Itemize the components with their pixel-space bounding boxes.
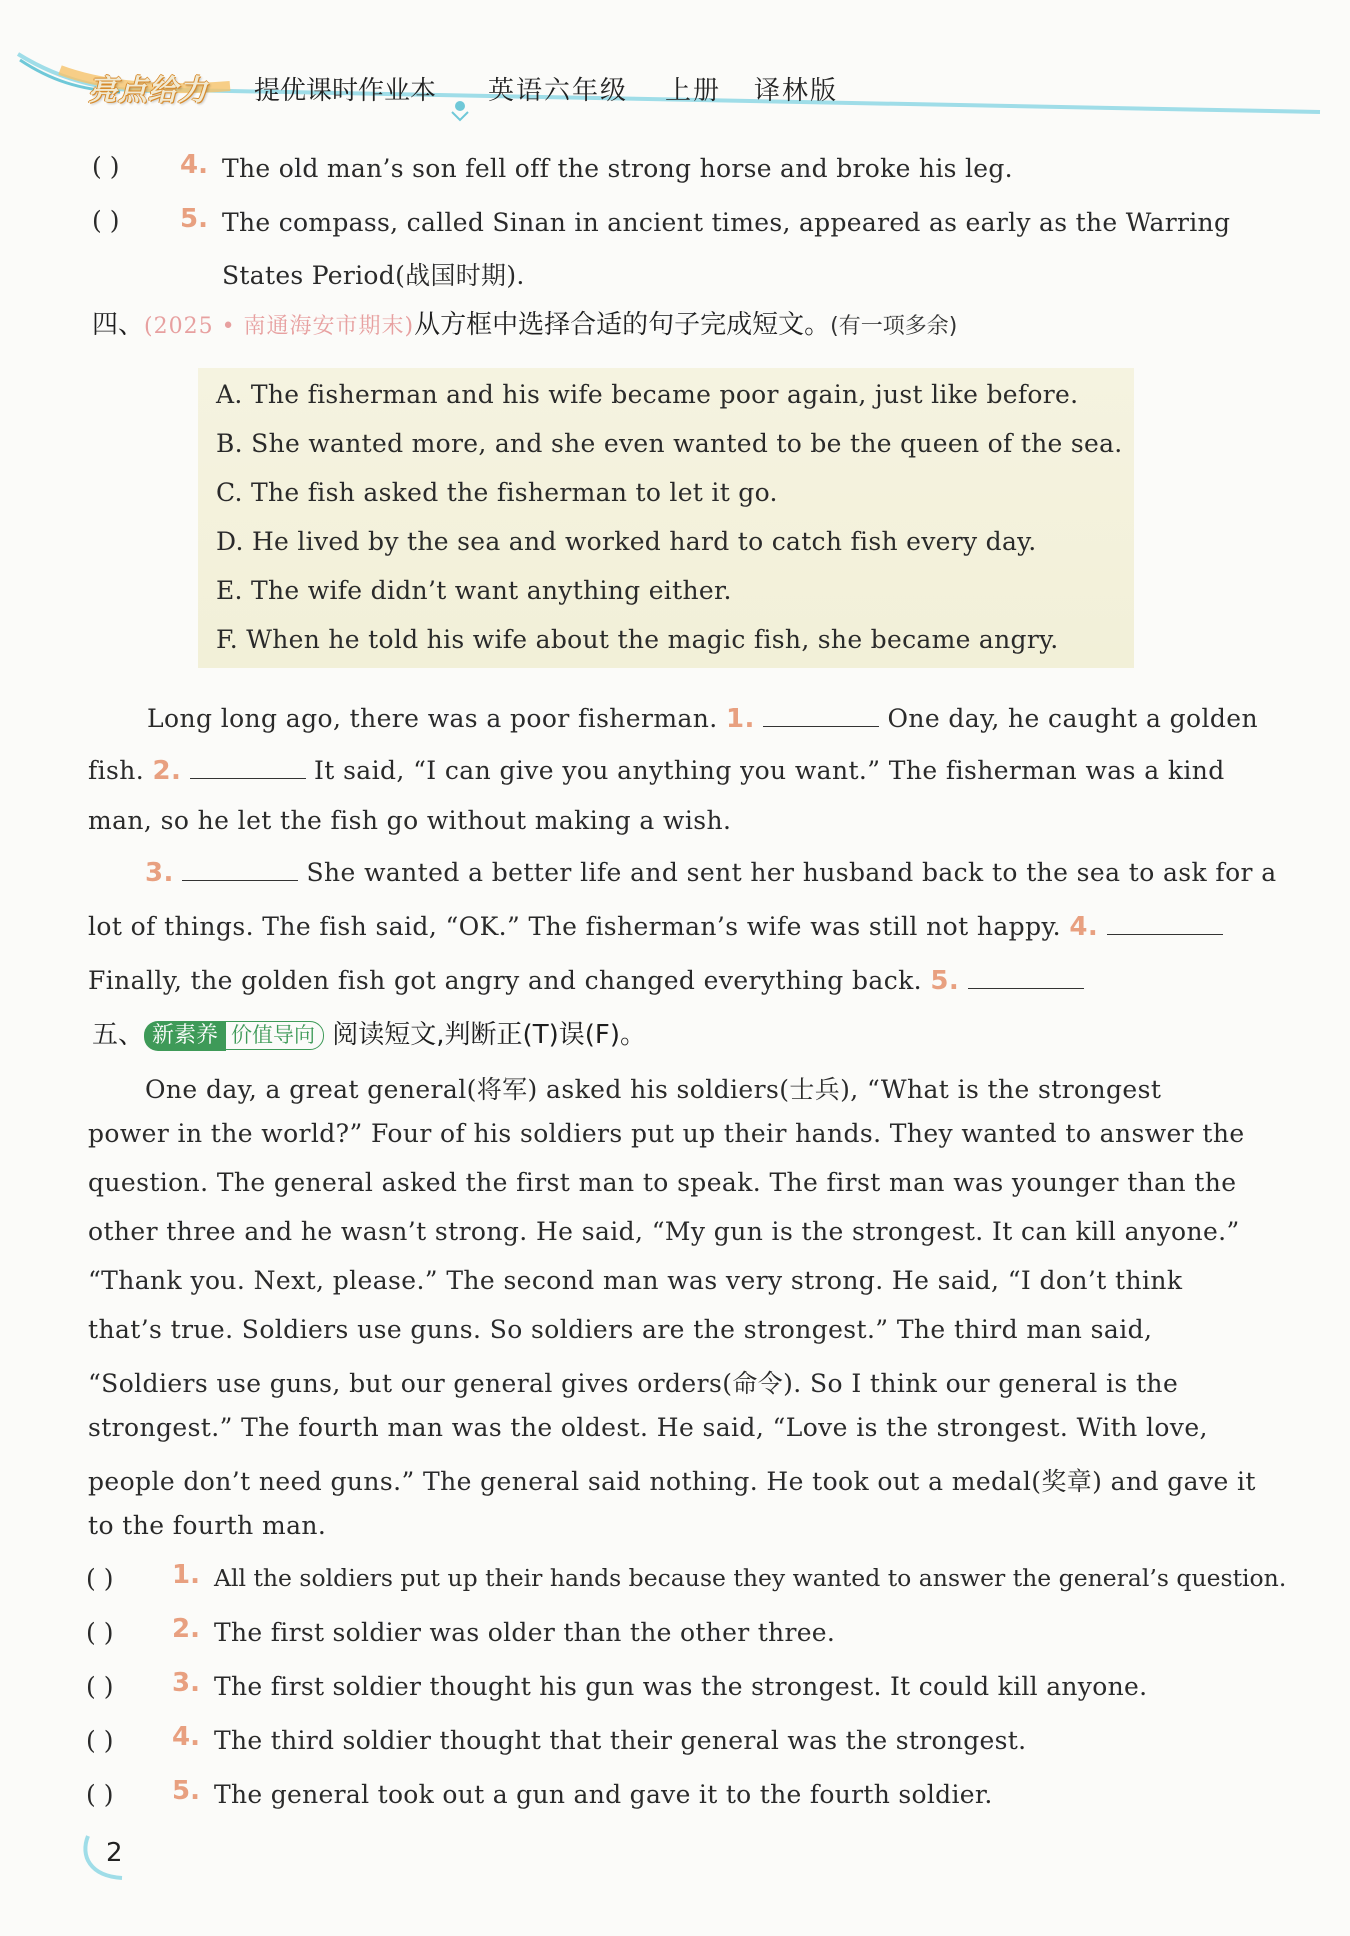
option-b: B. She wanted more, and she even wanted to be the queen of the sea.	[216, 429, 1123, 458]
section-instruction: 阅读短文,判断正(T)误(F)。	[332, 1020, 646, 1050]
passage-text: She wanted a better life and sent her husband back to the sea to ask for a	[306, 858, 1277, 887]
series-title: 提优课时作业本	[254, 76, 437, 106]
page-number: 2	[106, 1838, 123, 1868]
passage-line: strongest.” The fourth man was the oldest. He said, “Love is the strongest. With love,	[88, 1413, 1208, 1442]
section-note: (有一项多余)	[830, 314, 958, 339]
question-text: The old man’s son fell off the strong horse and broke his leg.	[222, 154, 1013, 183]
passage-line	[145, 858, 1277, 888]
blank-number: 5.	[930, 966, 960, 996]
section-label: 五、	[92, 1020, 145, 1050]
passage-line	[88, 966, 1084, 996]
answer-paren[interactable]: ( )	[92, 206, 120, 235]
passage-text: fish.	[88, 756, 145, 785]
passage-line	[88, 912, 1223, 942]
section-5-title	[92, 1014, 646, 1051]
answer-paren[interactable]: ( )	[86, 1618, 114, 1647]
question-number: 4.	[180, 150, 208, 180]
passage-text: Long long ago, there was a poor fisherman.	[147, 704, 718, 733]
edition-title: 译林版	[754, 76, 839, 106]
option-a: A. The fisherman and his wife became poor again, just like before.	[216, 380, 1079, 409]
answer-paren[interactable]: ( )	[86, 1726, 114, 1755]
passage-line: to the fourth man.	[88, 1511, 327, 1540]
question-number: 5.	[180, 204, 208, 234]
question-number: 4.	[172, 1722, 200, 1752]
source-tag: (2025 • 南通海安市期末)	[144, 314, 415, 339]
passage-line: people don’t need guns.” The general said nothing. He took out a medal(奖章) and gave it	[88, 1467, 1256, 1496]
passage-line: man, so he let the fish go without making a wish.	[88, 806, 732, 835]
answer-blank[interactable]	[968, 966, 1084, 989]
question-text: The general took out a gun and gave it to the fourth soldier.	[214, 1780, 993, 1809]
passage-line: “Thank you. Next, please.” The second man was very strong. He said, “I don’t think	[88, 1266, 1183, 1295]
option-c: C. The fish asked the fisherman to let it go.	[216, 478, 778, 507]
answer-paren[interactable]: ( )	[86, 1564, 114, 1593]
badge-value-orientation: 价值导向	[222, 1021, 324, 1050]
passage-line: question. The general asked the first man to speak. The first man was younger than the	[88, 1168, 1237, 1197]
question-text: The first soldier was older than the other three.	[214, 1618, 836, 1647]
option-d: D. He lived by the sea and worked hard to catch fish every day.	[216, 527, 1037, 556]
passage-line: “Soldiers use guns, but our general gives orders(命令). So I think our general is the	[88, 1369, 1179, 1398]
answer-paren[interactable]: ( )	[92, 152, 120, 181]
passage-line: One day, a great general(将军) asked his soldiers(士兵), “What is the strongest	[145, 1075, 1162, 1104]
page-header	[0, 40, 1350, 130]
passage-text: One day, he caught a golden	[887, 704, 1258, 733]
blank-number: 1.	[725, 704, 755, 734]
question-text: The third soldier thought that their general was the strongest.	[214, 1726, 1027, 1755]
brand-logo: 亮点给力	[88, 73, 209, 107]
passage-line	[147, 704, 1258, 734]
answer-blank[interactable]	[763, 704, 879, 727]
passage-line: power in the world?” Four of his soldiers put up their hands. They wanted to answer the	[88, 1119, 1245, 1148]
section-label: 四、	[92, 310, 145, 340]
question-text: The compass, called Sinan in ancient times, appeared as early as the Warring	[222, 208, 1231, 237]
section-4-title	[92, 304, 957, 341]
question-text: The first soldier thought his gun was the strongest. It could kill anyone.	[214, 1672, 1148, 1701]
passage-line	[88, 756, 1225, 786]
blank-number: 2.	[152, 756, 182, 786]
question-text-continued: States Period(战国时期).	[222, 261, 525, 290]
answer-blank[interactable]	[1107, 912, 1223, 935]
option-e: E. The wife didn’t want anything either.	[216, 576, 732, 605]
blank-number: 4.	[1069, 912, 1099, 942]
question-number: 2.	[172, 1614, 200, 1644]
subject-title: 英语六年级	[488, 76, 629, 106]
answer-blank[interactable]	[182, 858, 298, 881]
passage-line: other three and he wasn’t strong. He said, “My gun is the strongest. It can kill anyone.”	[88, 1217, 1240, 1246]
passage-text: It said, “I can give you anything you want.” The fisherman was a kind	[314, 756, 1225, 785]
question-text: All the soldiers put up their hands because they wanted to answer the general’s question.	[214, 1564, 1287, 1592]
question-number: 1.	[172, 1560, 200, 1590]
badge-new-literacy: 新素养	[144, 1021, 226, 1051]
passage-text: lot of things. The fish said, “OK.” The fisherman’s wife was still not happy.	[88, 912, 1062, 941]
answer-paren[interactable]: ( )	[86, 1780, 114, 1809]
options-box	[198, 368, 1134, 668]
answer-blank[interactable]	[190, 756, 306, 779]
volume-title: 上册	[665, 76, 722, 106]
question-number: 5.	[172, 1776, 200, 1806]
section-instruction: 从方框中选择合适的句子完成短文。	[414, 310, 831, 340]
blank-number: 3.	[145, 858, 174, 888]
option-f: F. When he told his wife about the magic fish, she became angry.	[216, 625, 1059, 654]
passage-line: that’s true. Soldiers use guns. So soldiers are the strongest.” The third man said,	[88, 1315, 1153, 1344]
answer-paren[interactable]: ( )	[86, 1672, 114, 1701]
question-number: 3.	[172, 1668, 200, 1698]
passage-text: Finally, the golden fish got angry and changed everything back.	[88, 966, 923, 995]
